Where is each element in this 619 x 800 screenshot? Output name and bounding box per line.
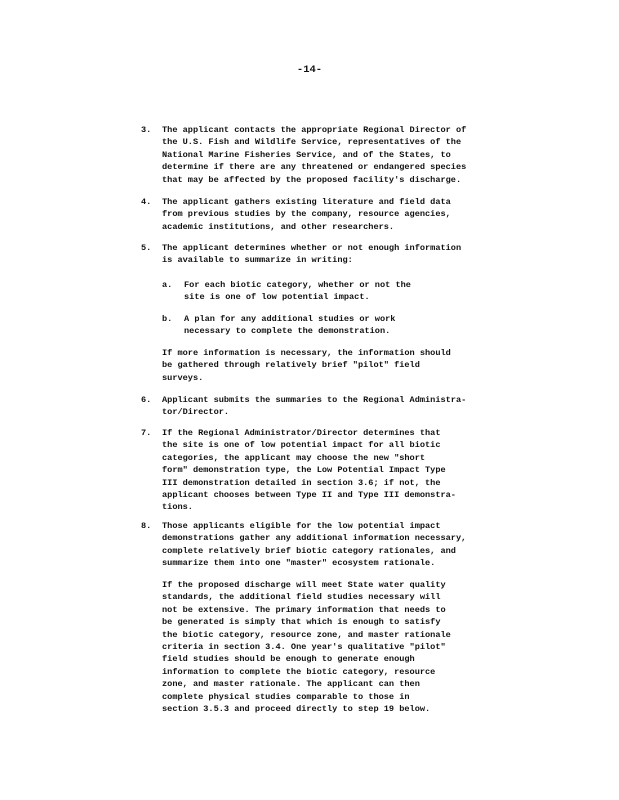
- item-number: 3.: [141, 125, 152, 135]
- item-number: 7.: [141, 428, 152, 438]
- list-item-3: [141, 124, 521, 186]
- item-8-paragraph: If the proposed discharge will meet State water quality standards, the additional field studies necessary will not be extensive. The primary information that needs to be generated is simply that which is enough to satisfy the biotic category, resource zone, and master rationale criteria in section 3.4. One year's qualitative "pilot" field studies should be enough to generate enough information to complete the biotic category, resource zone, and master rationale. The applicant can then complete physical studies comparable to those in section 3.5.3 and proceed directly to step 19 below.: [162, 580, 451, 715]
- item-text: If the Regional Administrator/Director determines that the site is one of low potential impact for all biotic categories, the applicant may choose the new "short form" demonstration type, the Low Potential Impact Type III demonstration detailed in section 3.6; if not, the applicant chooses between Type II and Type III demonstra- tions.: [162, 428, 456, 513]
- item-text: The applicant determines whether or not enough information is available to summarize in writing:: [162, 243, 462, 266]
- sub-item-letter: b.: [162, 314, 173, 324]
- item-number: 5.: [141, 243, 152, 253]
- item-text: The applicant gathers existing literature and field data from previous studies by the company, resource agencies, academic institutions, and other researchers.: [162, 197, 451, 232]
- sub-item-text: A plan for any additional studies or work necessary to complete the demonstration.: [184, 314, 396, 337]
- sub-item-b: [162, 313, 522, 338]
- item-number: 4.: [141, 197, 152, 207]
- list-item-7: [141, 427, 521, 514]
- item-number: 8.: [141, 521, 152, 531]
- item-text: Applicant submits the summaries to the Regional Administra- tor/Director.: [162, 395, 467, 418]
- sub-item-letter: a.: [162, 280, 173, 290]
- list-item-6: [141, 394, 521, 419]
- item-5-note: If more information is necessary, the information should be gathered through relatively brief "pilot" field surveys.: [162, 348, 451, 383]
- sub-item-a: [162, 279, 522, 304]
- list-item-5: [141, 242, 521, 267]
- list-item-8: [141, 520, 521, 570]
- item-text: The applicant contacts the appropriate Regional Director of the U.S. Fish and Wildlife Service, representatives of the National Marine Fisheries Service, and of the States, to determine if there are any threatened or endangered species that may be affected by the proposed facility's discharge.: [162, 125, 467, 185]
- item-text: Those applicants eligible for the low potential impact demonstrations gather any additional information necessary, complete relatively brief biotic category rationales, and summarize them into one "master" ecosystem rationale.: [162, 521, 467, 569]
- item-number: 6.: [141, 395, 152, 405]
- list-item-4: [141, 196, 521, 233]
- sub-item-text: For each biotic category, whether or not the site is one of low potential impact.: [184, 280, 411, 303]
- page-number: -14-: [296, 64, 323, 76]
